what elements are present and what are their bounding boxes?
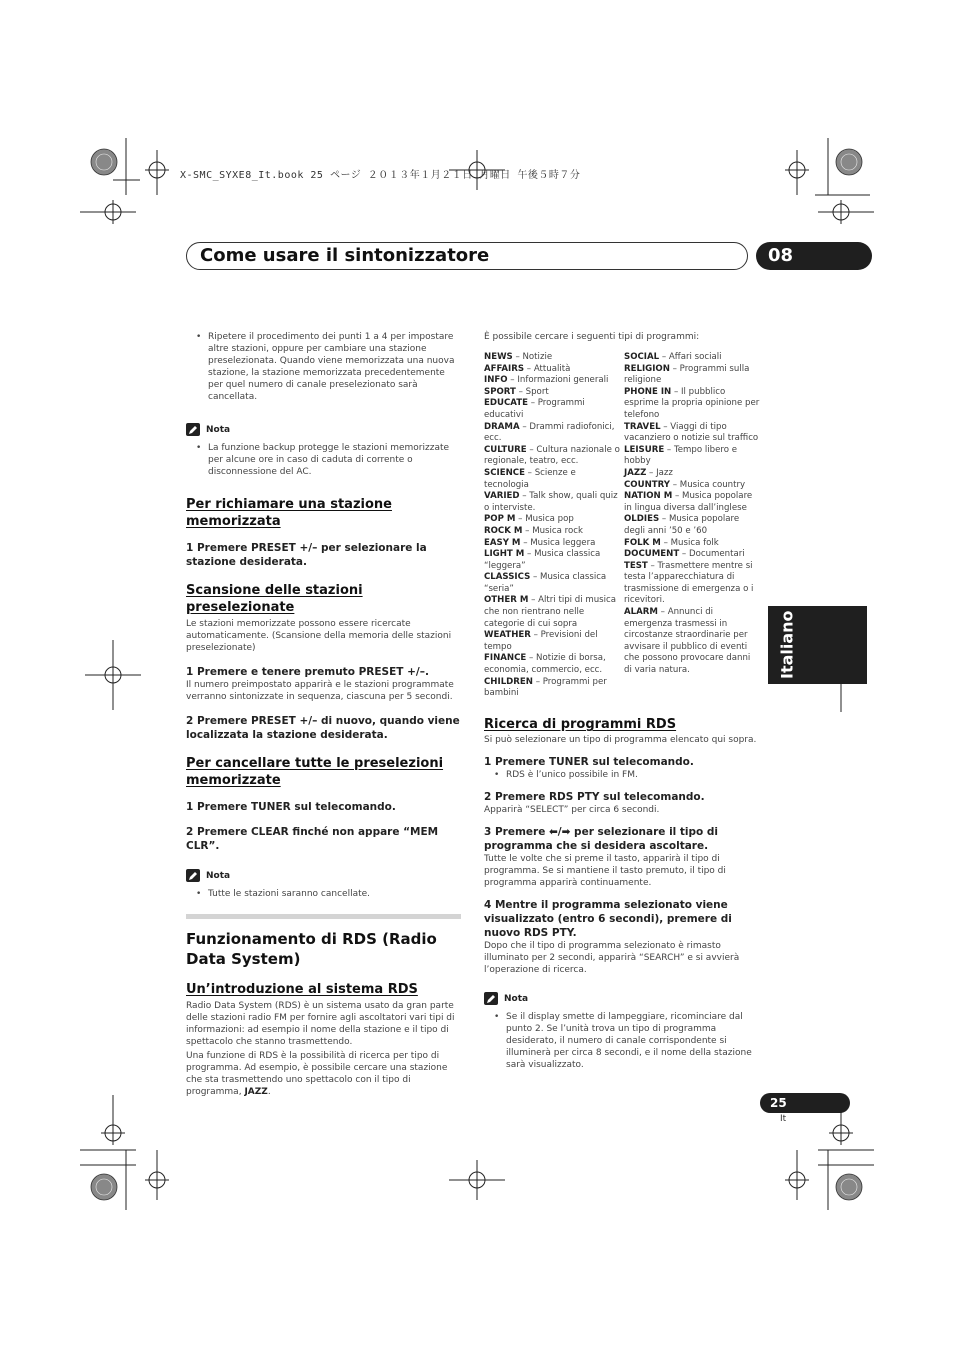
program-type-description: – Musica country — [670, 479, 746, 490]
note-label: Nota — [206, 424, 231, 435]
note-pencil-icon — [484, 992, 498, 1005]
program-type-item — [624, 468, 760, 480]
program-type-item — [484, 549, 620, 572]
step-text: Il numero preimpostato apparirà e le stazioni programmate verranno sintonizzate in sequenza, ciascuna per 5 secondi. — [186, 680, 454, 702]
chapter-title: Come usare il sintonizzatore — [200, 245, 490, 266]
program-type-item — [484, 595, 620, 630]
page-number: 25 — [760, 1093, 850, 1113]
program-type-code: SCIENCE — [484, 467, 525, 478]
program-type-description: – Previsioni del tempo — [484, 630, 598, 652]
program-type-item — [484, 491, 620, 514]
page-language: It — [780, 1114, 787, 1124]
program-type-item — [624, 607, 760, 677]
program-type-item — [484, 677, 620, 700]
program-type-description: – Scienze e tecnologia — [484, 467, 576, 490]
step-text: Dopo che il tipo di programma selezionato è rimasto illuminato per 2 secondi, apparirà “SEARCH” e si avvierà l’operazione di ricerca. — [484, 941, 740, 975]
program-type-code: CLASSICS — [484, 572, 531, 583]
program-type-item — [484, 422, 620, 445]
program-type-item — [624, 491, 760, 514]
program-type-code: WEATHER — [484, 630, 531, 641]
note-pencil-icon — [186, 869, 200, 882]
step-text: Apparirà “SELECT” per circa 6 secondi. — [484, 805, 660, 815]
step: 4 Mentre il programma selezionato viene visualizzato (entro 6 secondi), premere di nuovo RDS PTY. — [484, 899, 732, 939]
left-column — [186, 331, 461, 1098]
program-type-description: – Musica pop — [515, 514, 574, 525]
program-type-code: TEST — [624, 560, 648, 571]
program-type-description: – Musica classica “leggera” — [484, 549, 601, 571]
program-type-item — [484, 352, 620, 364]
program-type-item — [624, 549, 760, 561]
program-type-description: – Il pubblico esprime la propria opinione per telefono — [624, 386, 760, 420]
program-type-description: – Musica rock — [522, 525, 583, 536]
program-type-description: – Viaggi di tipo vacanziero o notizie sul traffico — [624, 421, 759, 444]
program-type-item — [484, 387, 620, 399]
program-type-code: FINANCE — [484, 653, 527, 664]
program-type-description: – Annunci di emergenza trasmessi in circostanze straordinarie per avvisare il pubblico di eventi che possono provocare danni di varia natura. — [624, 607, 751, 676]
program-type-code: CULTURE — [484, 444, 527, 455]
program-type-code: TRAVEL — [624, 421, 661, 432]
program-type-item — [484, 653, 620, 676]
program-type-item — [624, 364, 760, 387]
program-type-code: OTHER M — [484, 595, 529, 606]
program-type-description: – Programmi educativi — [484, 398, 585, 420]
program-type-code: PHONE IN — [624, 386, 672, 397]
note-text: • Se il display smette di lampeggiare, ricominciare dal punto 2. Se l’unità trova un tipo di programma desiderato, il numero di canale corrispondente si illuminerà per circa 8 secondi, e il nome della stazione sarà visualizzato. — [484, 1011, 760, 1071]
note-heading — [484, 992, 760, 1005]
program-type-column-left — [484, 352, 620, 700]
program-type-code: FOLK M — [624, 537, 661, 548]
section-heading: Un’introduzione al sistema RDS — [186, 982, 418, 997]
step: 2 Premere PRESET +/– di nuovo, quando viene localizzata la stazione desiderata. — [186, 715, 460, 741]
program-type-description: – Musica popolare in lingua diversa dall’inglese — [624, 491, 753, 513]
step: 1 Premere PRESET +/– per selezionare la stazione desiderata. — [186, 542, 427, 568]
program-type-code: JAZZ — [624, 467, 647, 478]
program-type-description: – Programmi per bambini — [484, 676, 607, 699]
program-type-item — [484, 572, 620, 595]
program-type-description: – Cultura nazionale o regionale, teatro, ecc. — [484, 444, 620, 467]
right-column — [484, 331, 760, 1070]
program-type-code: RELIGION — [624, 363, 670, 374]
program-type-description: – Musica popolare degli anni ’50 e ’60 — [624, 514, 740, 536]
section-heading: Ricerca di programmi RDS — [484, 717, 677, 732]
program-type-description: – Notizie di borsa, economia, commercio, ecc. — [484, 653, 606, 676]
program-type-column-right — [624, 352, 760, 700]
program-type-item — [624, 538, 760, 550]
major-heading: Funzionamento di RDS (Radio Data System) — [186, 930, 437, 968]
program-type-code: INFO — [484, 375, 508, 386]
program-type-description: – Attualità — [524, 363, 571, 374]
step: 2 Premere RDS PTY sul telecomando. — [484, 791, 705, 803]
program-type-item — [484, 538, 620, 550]
section-heading: Per richiamare una stazione memorizzata — [186, 497, 392, 529]
step: 1 Premere TUNER sul telecomando. — [484, 756, 694, 768]
step: 1 Premere e tenere premuto PRESET +/–. — [186, 666, 429, 678]
program-type-item — [484, 468, 620, 491]
program-type-description: – Tempo libero e hobby — [624, 444, 737, 467]
pty-intro: È possibile cercare i seguenti tipi di programmi: — [484, 332, 700, 342]
program-type-item — [484, 398, 620, 421]
program-type-item — [624, 480, 760, 492]
program-type-item — [624, 422, 760, 445]
program-type-list — [484, 352, 760, 700]
note-pencil-icon — [186, 423, 200, 436]
program-type-description: – Musica leggera — [520, 537, 596, 548]
program-type-code: ROCK M — [484, 525, 523, 536]
step-text: Tutte le volte che si preme il tasto, apparirà il tipo di programma. Se si mantiene il tasto premuto, il tipo di programma apparirà continuamente. — [484, 854, 726, 888]
rds-search-section — [484, 734, 760, 1071]
print-header: X-SMC_SYXE8_It.book 25 ページ ２０１３年１月２１日 月曜日 午後５時７分 — [180, 170, 581, 181]
paragraph: Una funzione di RDS è la possibilità di ricerca per tipo di programma. Ad esempio, è possibile cercare una stazione che sta trasmettendo uno spettacolo con il tipo di programma, JAZZ. — [186, 1051, 448, 1097]
program-type-code: POP M — [484, 514, 516, 525]
section-divider — [186, 914, 461, 919]
program-type-description: – Informazioni generali — [507, 375, 609, 386]
program-type-description: – Jazz — [646, 467, 673, 478]
program-type-code: SPORT — [484, 386, 516, 397]
program-type-code: NEWS — [484, 352, 513, 362]
step: 3 Premere ⬅/➡ per selezionare il tipo di programma che si desidera ascoltare. — [484, 826, 719, 852]
program-type-description: – Drammi radiofonici, ecc. — [484, 421, 615, 444]
program-type-item — [484, 630, 620, 653]
program-type-code: ALARM — [624, 607, 658, 618]
program-type-item — [624, 445, 760, 468]
note-heading — [186, 423, 461, 436]
section-heading: Per cancellare tutte le preselezioni memorizzate — [186, 756, 444, 788]
program-type-item — [484, 364, 620, 376]
program-type-code: NATION M — [624, 491, 673, 502]
program-type-code: DOCUMENT — [624, 549, 680, 560]
program-type-description: – Notizie — [512, 352, 553, 362]
program-type-item — [624, 387, 760, 422]
step: 1 Premere TUNER sul telecomando. — [186, 801, 396, 813]
program-type-description: – Trasmettere mentre si testa l’apparecchiatura di trasmissione di emergenza o i ricevitori. — [624, 560, 754, 606]
note-text: • La funzione backup protegge le stazioni memorizzate per alcune ore in caso di caduta di corrente o disconnessione del AC. — [186, 442, 461, 478]
program-type-description: – Programmi sulla religione — [624, 363, 750, 386]
program-type-code: DRAMA — [484, 421, 520, 432]
program-type-item — [484, 375, 620, 387]
section-text: Le stazioni memorizzate possono essere ricercate automaticamente. (Scansione della memoria delle stazioni preselezionate) — [186, 619, 452, 653]
program-type-description: – Altri tipi di musica che non rientrano nelle categorie di cui sopra — [484, 595, 617, 629]
section-heading: Scansione delle stazioni preselezionate — [186, 583, 363, 615]
program-type-description: – Talk show, quali quiz o interviste. — [484, 491, 618, 513]
program-type-item — [484, 514, 620, 526]
language-side-tab-label: Italiano — [777, 610, 797, 680]
intro-bullet: • Ripetere il procedimento dei punti 1 a 4 per impostare altre stazioni, oppure per cambiare una stazione preselezionata. Quando viene memorizzata una nuova stazione, la stazione memorizzata precedentemente per quel numero di canale preselezionato sarà cancellata. — [186, 331, 461, 403]
program-type-description: – Sport — [515, 386, 549, 397]
program-type-item — [624, 352, 760, 364]
note-label: Nota — [206, 870, 231, 881]
program-type-description: – Affari sociali — [659, 352, 722, 362]
program-type-code: OLDIES — [624, 514, 660, 525]
program-type-code: VARIED — [484, 491, 520, 502]
section-text: Si può selezionare un tipo di programma elencato qui sopra. — [484, 735, 757, 745]
program-type-description: – Musica folk — [660, 537, 719, 548]
program-type-code: SOCIAL — [624, 352, 660, 362]
program-type-item — [484, 526, 620, 538]
program-type-code: CHILDREN — [484, 676, 533, 687]
program-type-code: COUNTRY — [624, 479, 671, 490]
program-type-code: AFFAIRS — [484, 363, 525, 374]
paragraph: Radio Data System (RDS) è un sistema usato da gran parte delle stazioni radio FM per fornire agli ascoltatori vari tipi di informazioni: ad esempio il nome della stazione e il tipo di spettacolo che stanno trasmettendo. — [186, 1001, 455, 1047]
step: 2 Premere CLEAR finché non appare “MEM CLR”. — [186, 826, 439, 852]
chapter-number: 08 — [756, 242, 872, 270]
program-type-code: EASY M — [484, 537, 521, 548]
note-heading — [186, 869, 461, 882]
program-type-description: – Documentari — [679, 549, 745, 560]
program-type-item — [484, 445, 620, 468]
program-type-code: LIGHT M — [484, 549, 525, 560]
program-type-item — [624, 561, 760, 607]
program-type-code: LEISURE — [624, 444, 665, 455]
program-type-item — [624, 514, 760, 537]
program-type-description: – Musica classica “seria” — [484, 572, 607, 594]
program-type-code: EDUCATE — [484, 398, 529, 409]
note-text: • Tutte le stazioni saranno cancellate. — [186, 888, 461, 900]
note-label: Nota — [504, 993, 529, 1004]
step-bullet: • RDS è l’unico possibile in FM. — [484, 769, 760, 781]
